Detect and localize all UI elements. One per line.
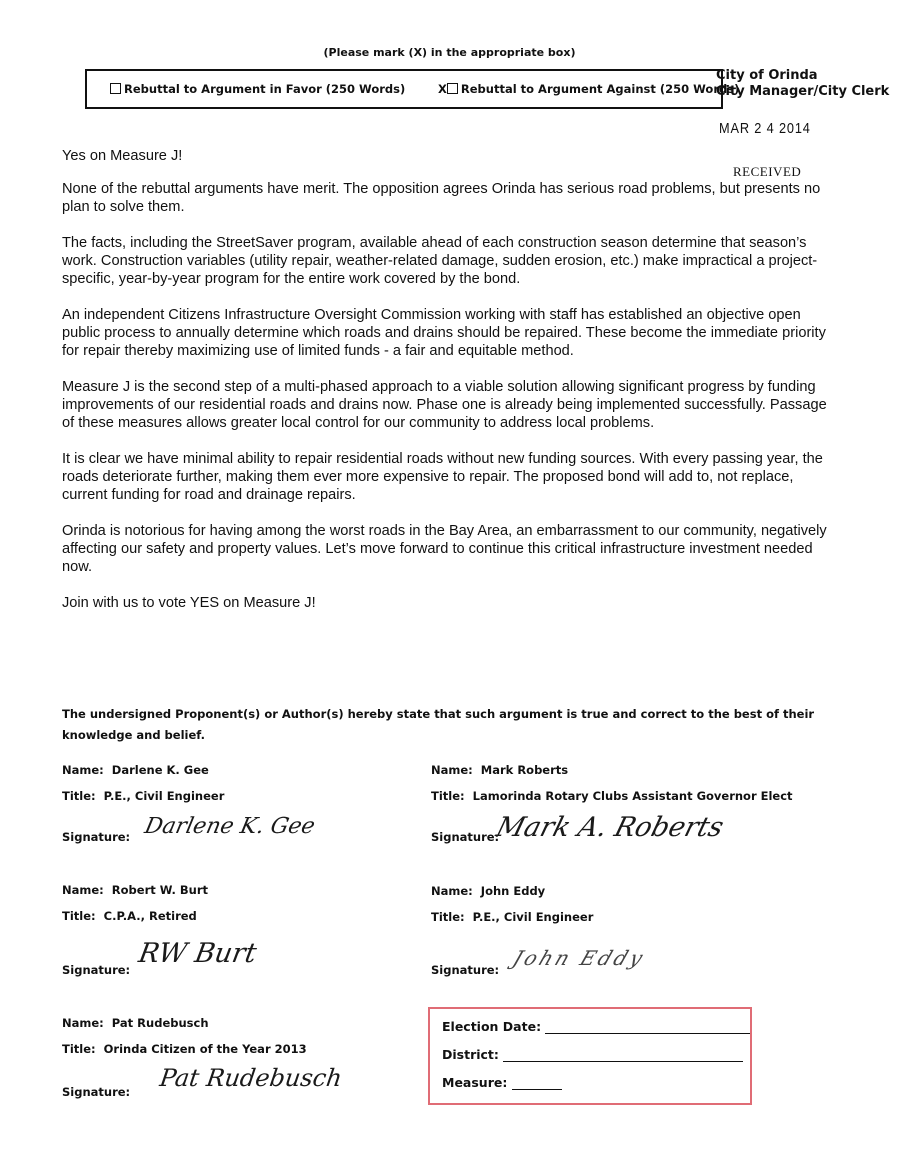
mark-instruction: (Please mark (X) in the appropriate box) — [323, 46, 576, 59]
signer-title: Title: Lamorinda Rotary Clubs Assistant Governor Elect — [431, 789, 793, 803]
argument-heading: Yes on Measure J! — [62, 148, 183, 164]
signature-label: Signature: — [62, 963, 131, 977]
received-date-stamp: MAR 2 4 2014 — [719, 120, 811, 137]
signature-label: Signature: — [431, 830, 500, 844]
signer-name: Name: Robert W. Burt — [62, 883, 208, 897]
signer-title: Title: P.E., Civil Engineer — [431, 910, 594, 924]
option-against — [438, 82, 739, 96]
clerk-stamp — [716, 68, 889, 100]
handwritten-signature: John Eddy — [509, 946, 650, 970]
signer-name: Name: Pat Rudebusch — [62, 1016, 209, 1030]
option-favor-label: Rebuttal to Argument in Favor (250 Words) — [124, 82, 406, 96]
signer-name: Name: John Eddy — [431, 884, 546, 898]
signature-label: Signature: — [431, 963, 500, 977]
argument-paragraph: None of the rebuttal arguments have merit. The opposition agrees Orinda has serious road problems, but presents no plan to solve them. — [62, 181, 821, 215]
signature-label: Signature: — [62, 1085, 131, 1099]
signer-title: Title: Orinda Citizen of the Year 2013 — [62, 1042, 307, 1056]
signature-label: Signature: — [62, 830, 131, 844]
checkbox-icon — [110, 83, 121, 94]
option-against-mark: X — [438, 82, 447, 96]
signer-name: Name: Darlene K. Gee — [62, 763, 209, 777]
argument-paragraph: Measure J is the second step of a multi-phased approach to a viable solution allowing significant progress by funding improvements of our residential roads and drains now. Phase one is already being implemented successfully. Passage of these measures allows greater local control for our community to address local problems. — [62, 379, 827, 431]
office-use-box — [428, 1007, 752, 1105]
signer-title: Title: C.P.A., Retired — [62, 909, 197, 923]
clerk-line-1: City of Orinda — [716, 68, 818, 83]
argument-paragraph: It is clear we have minimal ability to repair residential roads without new funding sources. With every passing year, the roads deteriorate further, making them ever more expensive to repair. The proposed bond will add to, not replace, current funding for road and drainage repairs. — [62, 451, 823, 503]
election-date-blank — [545, 1021, 750, 1034]
handwritten-signature: Pat Rudebusch — [158, 1064, 344, 1092]
signer-name: Name: Mark Roberts — [431, 763, 569, 777]
argument-paragraph: The facts, including the StreetSaver program, available ahead of each construction season determine that season’s work. Construction variables (utility repair, weather-related damage, sudden erosion, etc.) make impractical a project-specific, year-by-year program for the entire work covered by the bond. — [62, 235, 818, 287]
argument-body — [62, 147, 832, 630]
measure-blank — [512, 1077, 562, 1090]
argument-paragraph: Orinda is notorious for having among the worst roads in the Bay Area, an embarrassment to our community, negatively affecting our safety and property values. Let’s move forward to continue this critical infrastructure investment needed now. — [62, 523, 827, 575]
option-favor — [110, 82, 405, 96]
district-blank — [503, 1049, 743, 1062]
handwritten-signature: Darlene K. Gee — [142, 814, 318, 839]
handwritten-signature: RW Burt — [136, 938, 259, 969]
argument-paragraph: An independent Citizens Infrastructure Oversight Commission working with staff has established an objective open public process to annually determine which roads and drains should be repaired. These become the immediate priority for repair thereby maximizing use of limited funds - a fair and equitable method. — [62, 307, 826, 359]
attestation-statement: The undersigned Proponent(s) or Author(s) hereby state that such argument is true and correct to the best of their knowledge and belief. — [62, 707, 815, 742]
district-field: District: — [442, 1047, 743, 1062]
handwritten-signature: Mark A. Roberts — [492, 812, 727, 843]
clerk-line-2: City Manager/City Clerk — [716, 84, 890, 99]
option-against-label: Rebuttal to Argument Against (250 Words) — [460, 82, 740, 96]
election-date-field: Election Date: — [442, 1019, 750, 1034]
checkbox-icon — [447, 83, 458, 94]
signer-title: Title: P.E., Civil Engineer — [62, 789, 225, 803]
argument-closing: Join with us to vote YES on Measure J! — [62, 595, 316, 611]
measure-field: Measure: — [442, 1075, 562, 1090]
received-stamp: RECEIVED — [733, 164, 802, 179]
